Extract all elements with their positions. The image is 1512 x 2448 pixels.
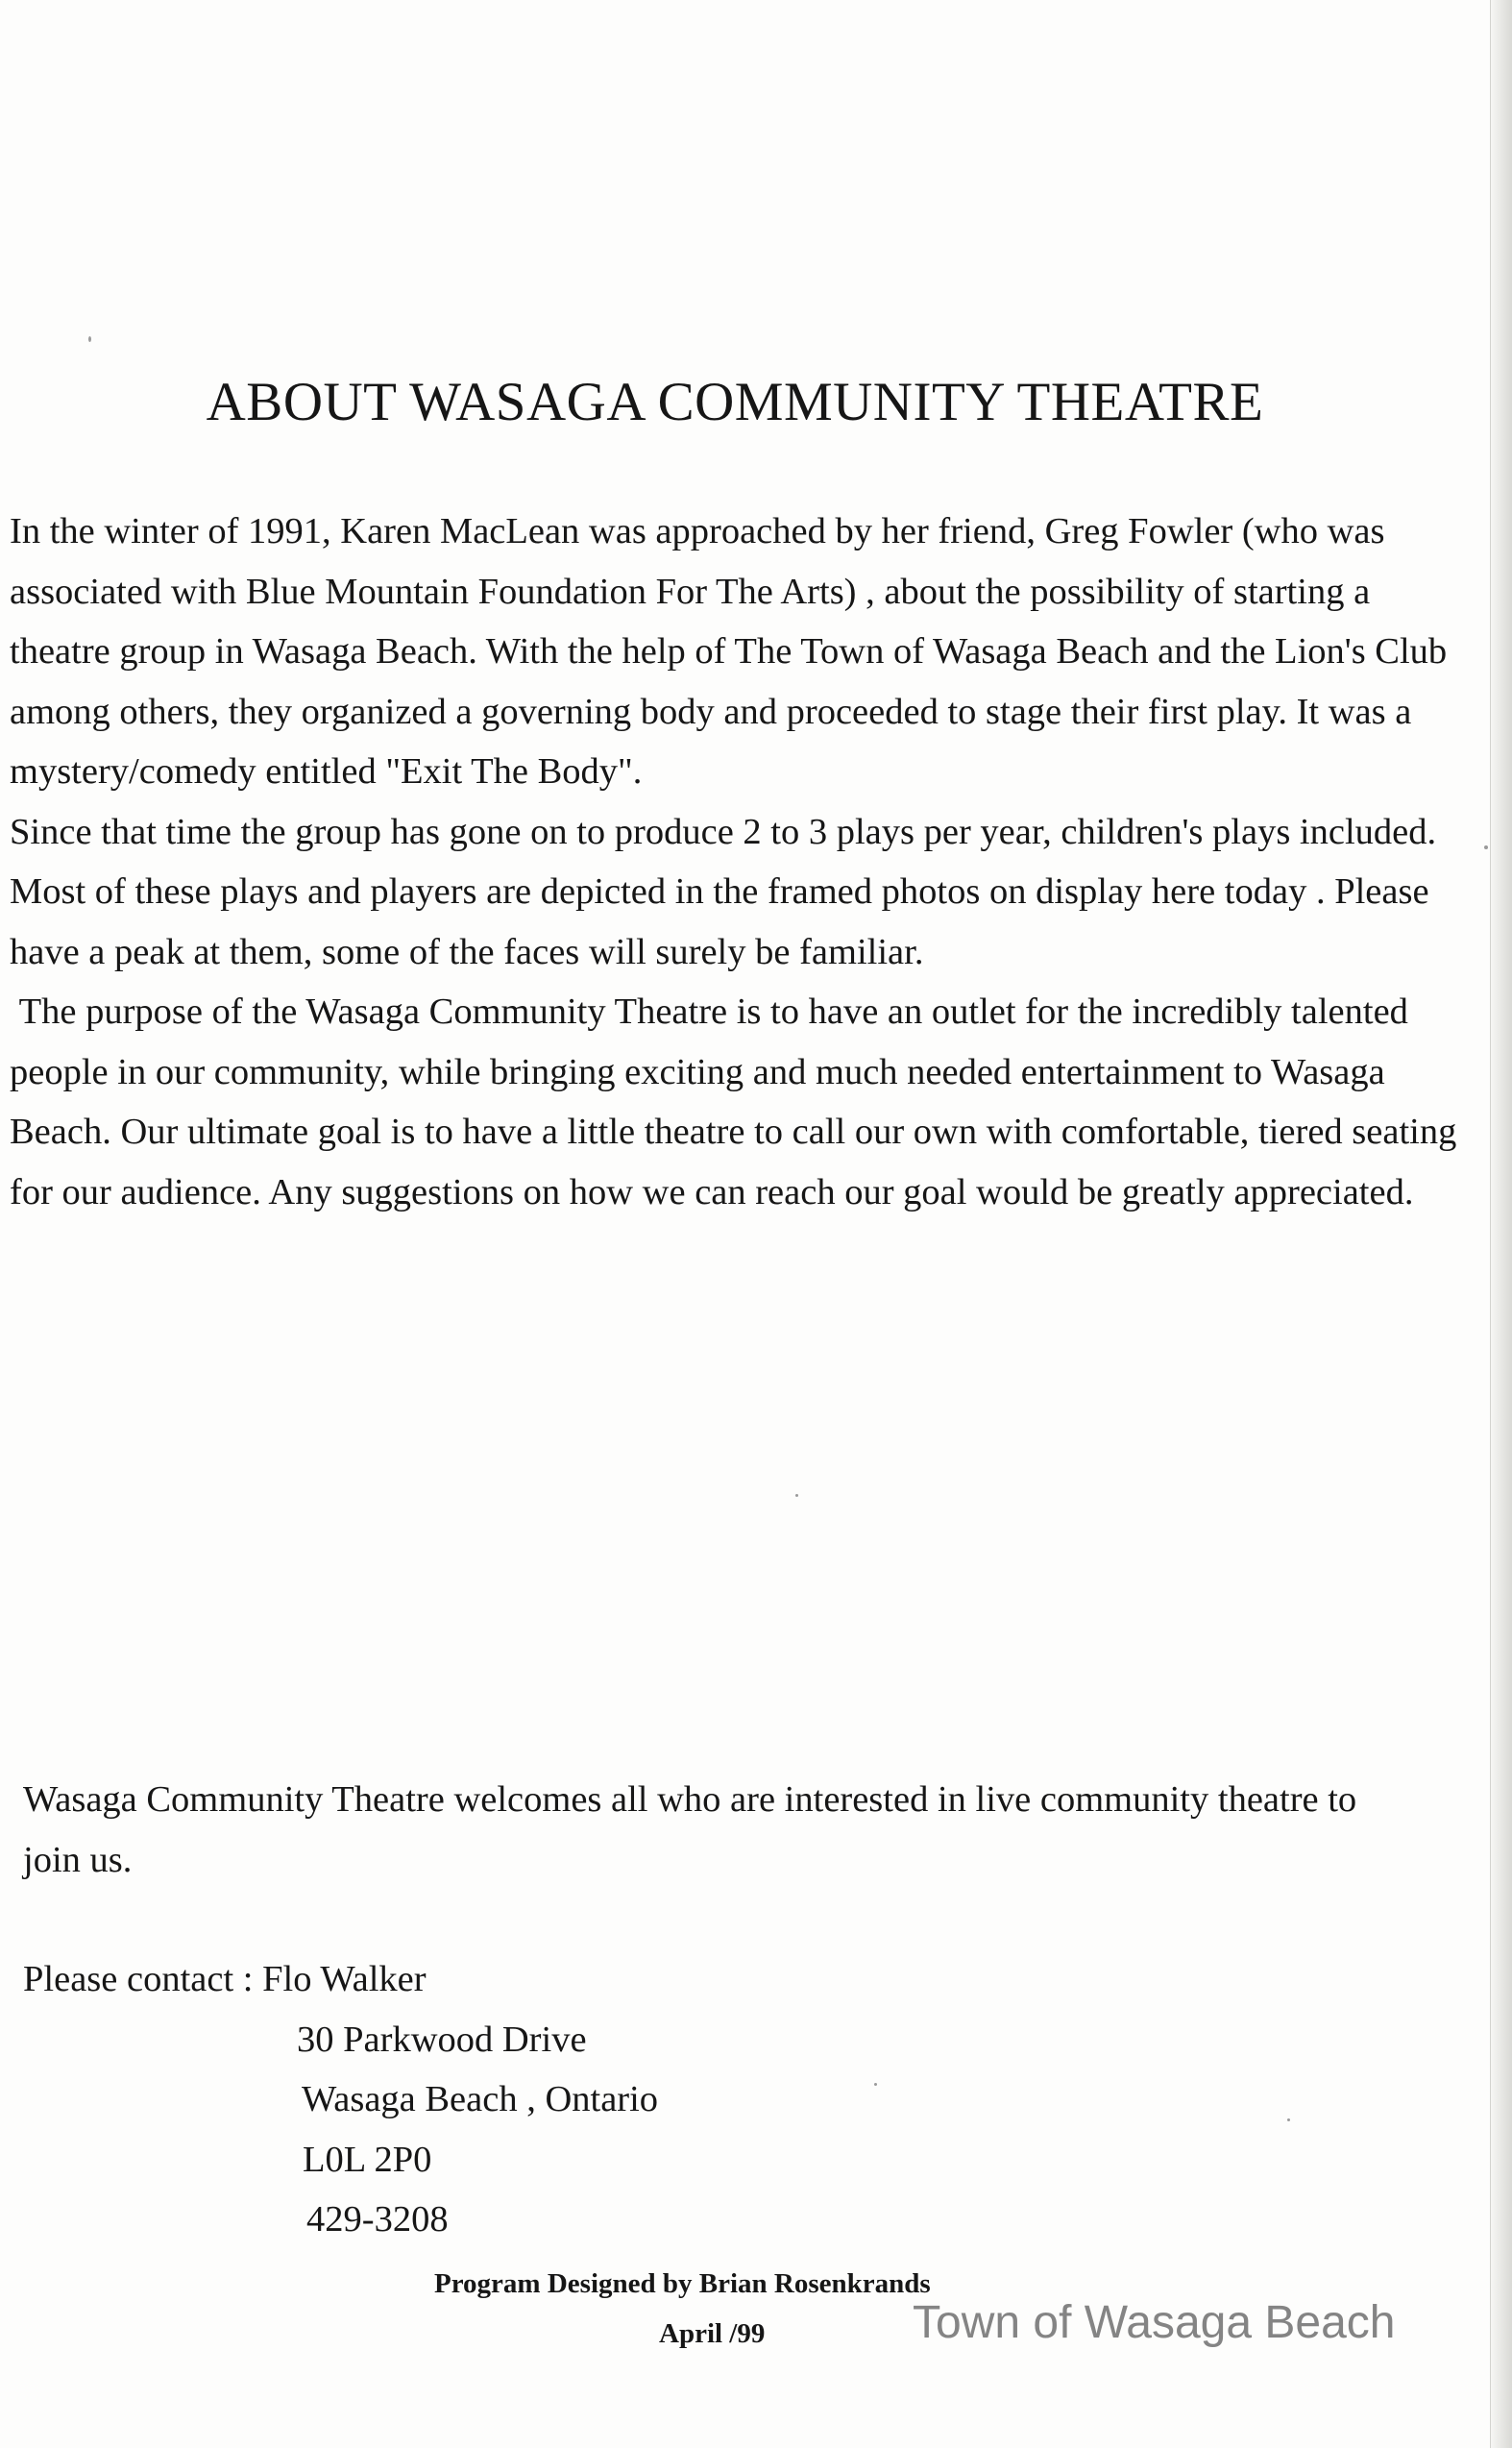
contact-line	[23, 1949, 658, 2010]
contact-name: Flo Walker	[262, 1959, 427, 1999]
paragraph-purpose: The purpose of the Wasaga Community Theatre is to have an outlet for the incredibly talented people in our community, while bringing exciting and much needed entertainment to Wasaga Beach. Our ultimate goal is to have a little theatre to call our own with comfortable, tiered seating for our audience. Any suggestions on how we can reach our goal would be greatly appreciated.	[10, 991, 1466, 1212]
scan-speck	[1484, 845, 1488, 849]
welcome-text: Wasaga Community Theatre welcomes all who are interested in live community theatre to join us.	[23, 1779, 1357, 1880]
scan-speck	[874, 2083, 877, 2086]
program-credit: Program Designed by Brian Rosenkrands	[434, 2268, 931, 2299]
page-title: ABOUT WASAGA COMMUNITY THEATRE	[206, 372, 1264, 432]
scan-speck	[1287, 2118, 1290, 2121]
body-text	[10, 502, 1479, 1222]
page-edge	[1490, 0, 1512, 2448]
scan-speck	[795, 1494, 798, 1497]
paragraph-history: In the winter of 1991, Karen MacLean was approached by her friend, Greg Fowler (who was associated with Blue Mountain Foundation For The Arts) , about the possibility of starting a theatre group in Wasaga Beach. With the help of The Town of Wasaga Beach and the Lion's Club among others, they organized a governing body and proceeded to stage their first play. It was a mystery/comedy entitled "Exit The Body".	[10, 511, 1448, 792]
scan-speck	[88, 336, 91, 342]
contact-postal: L0L 2P0	[303, 2139, 432, 2180]
paragraph-productions: Since that time the group has gone on to produce 2 to 3 plays per year, children's plays included. Most of these plays and players are depicted in the framed photos on display here today . Please have a peak at them, some of the faces will surely be familiar.	[10, 811, 1437, 972]
contact-label: Please contact :	[23, 1959, 254, 1999]
contact-city: Wasaga Beach , Ontario	[302, 2079, 659, 2119]
watermark: Town of Wasaga Beach	[913, 2297, 1396, 2348]
contact-street: 30 Parkwood Drive	[297, 2019, 587, 2060]
contact-block	[23, 1949, 658, 2250]
welcome-block	[23, 1770, 1387, 1890]
contact-phone: 429-3208	[306, 2199, 449, 2240]
program-date: April /99	[659, 2318, 766, 2349]
